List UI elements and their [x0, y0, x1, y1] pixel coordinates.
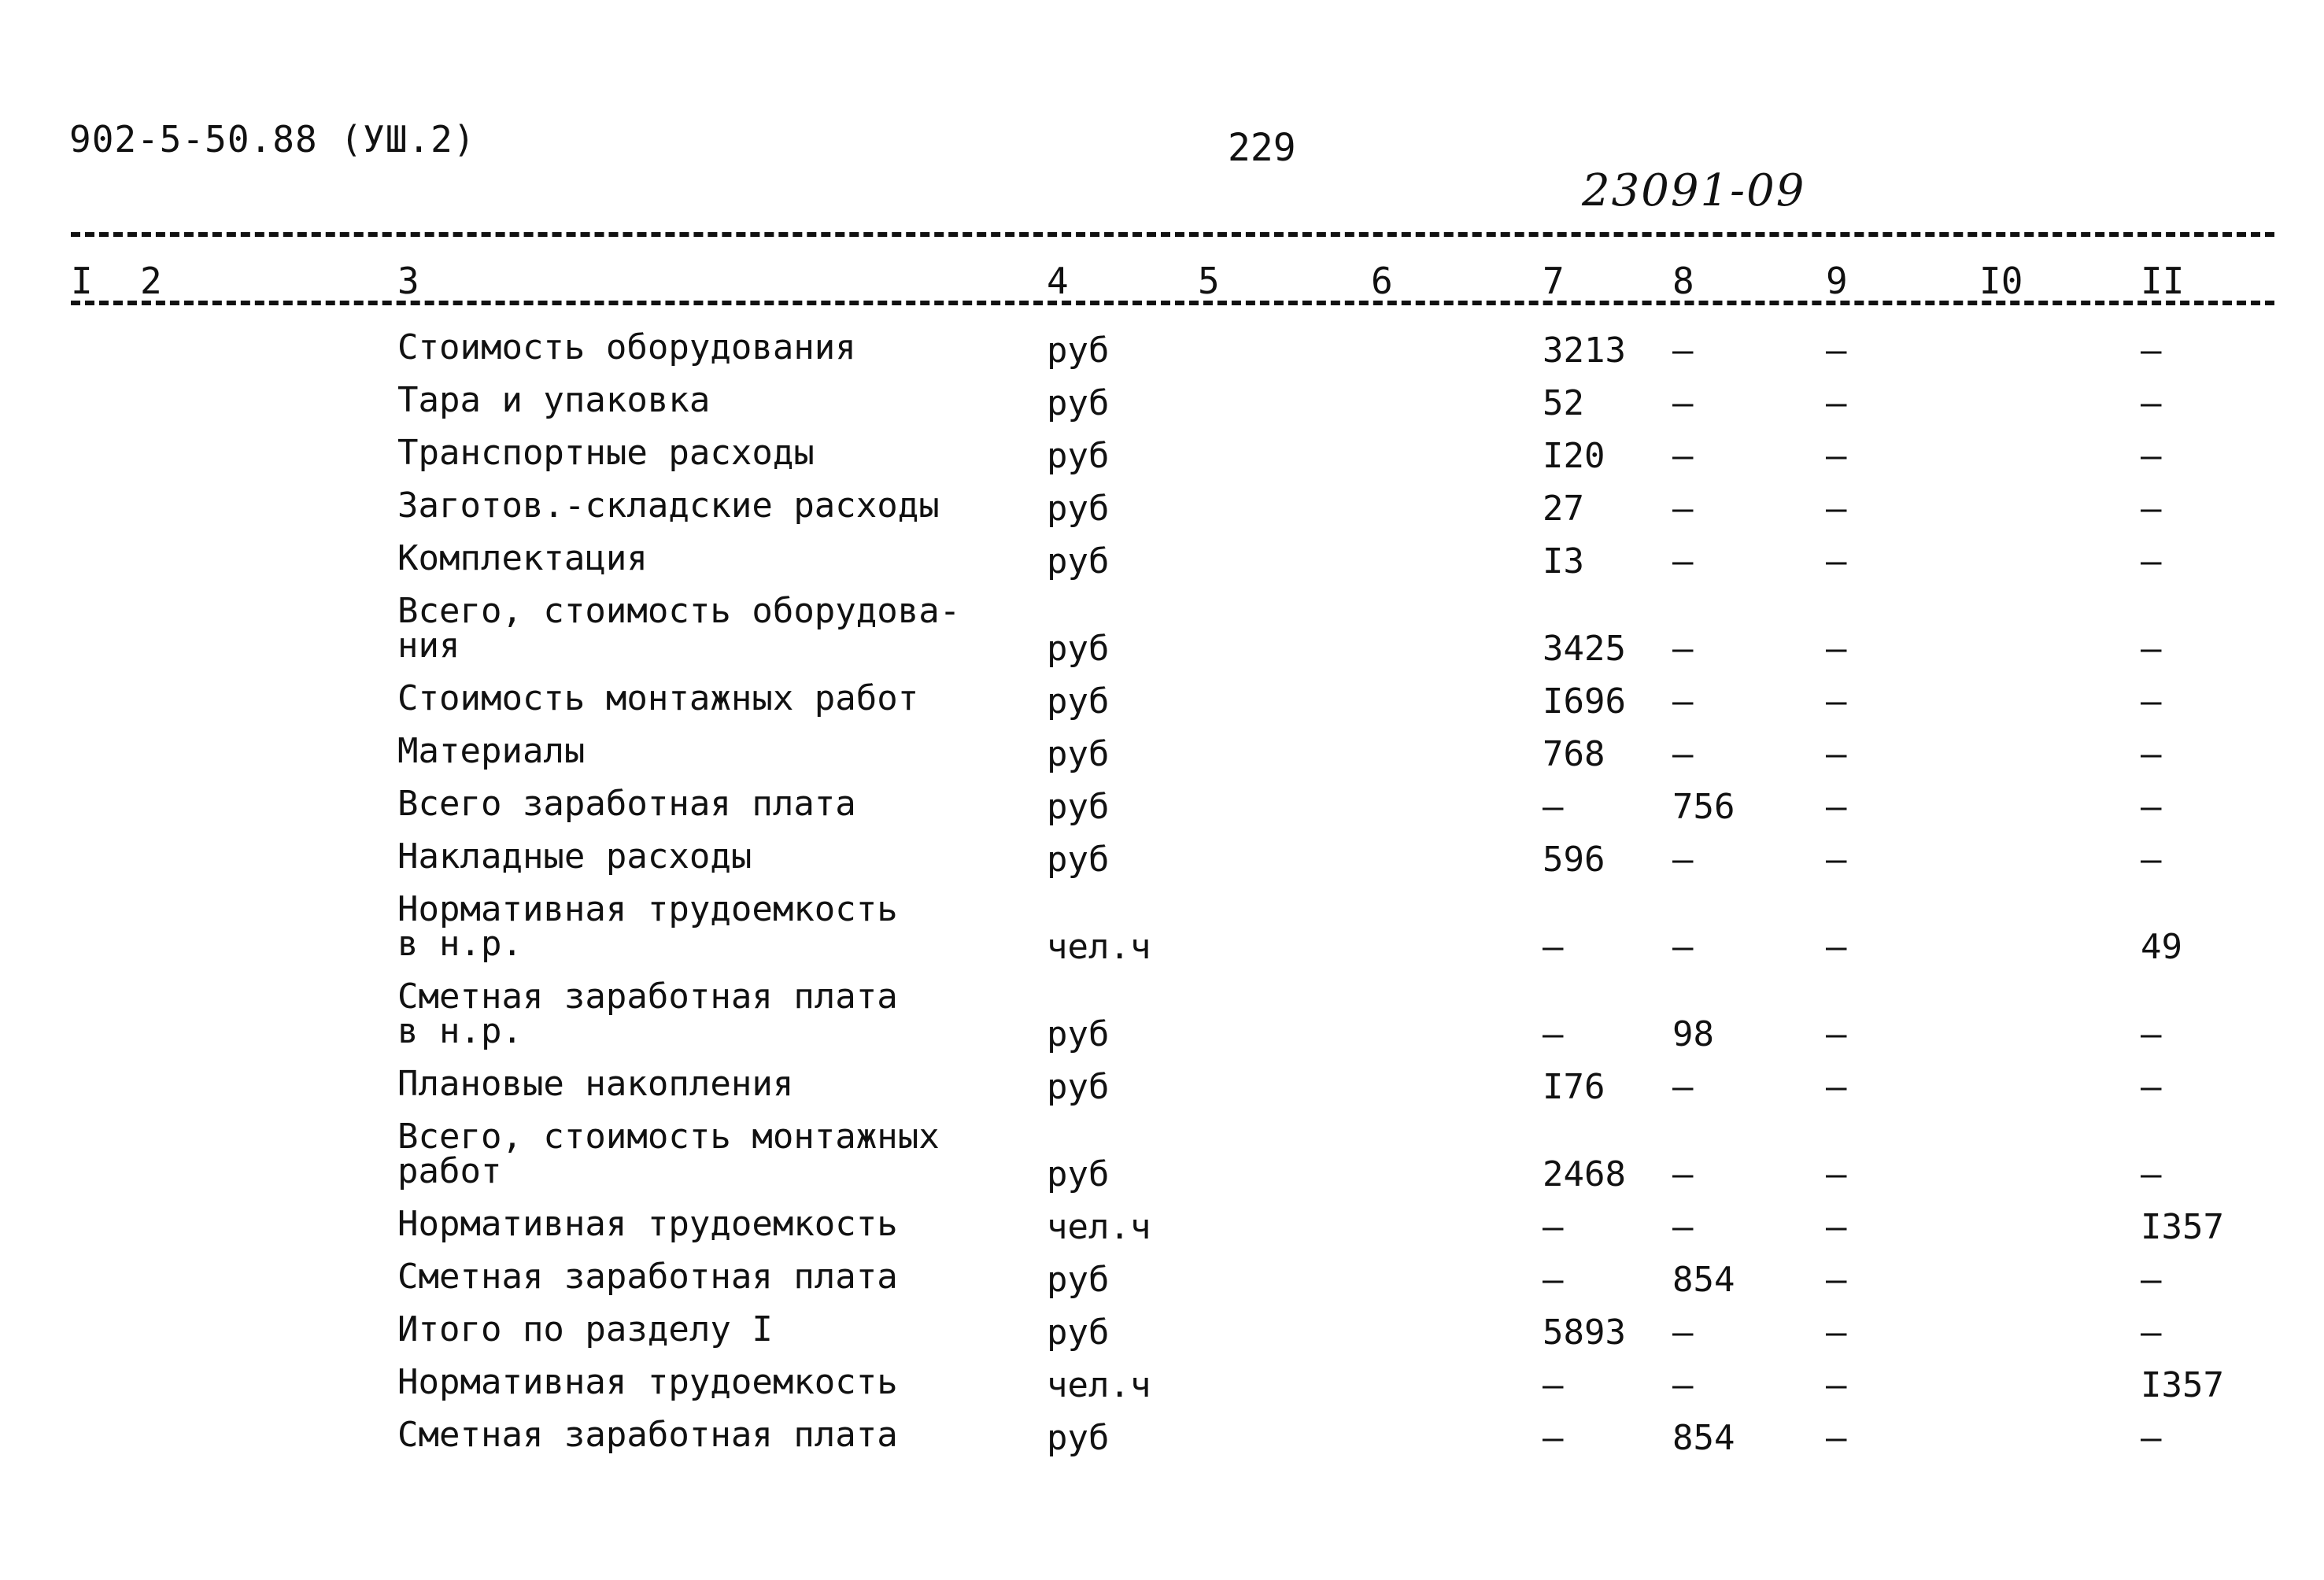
row-name	[397, 1309, 773, 1349]
row-name	[397, 836, 752, 877]
row-col7: –	[1543, 1207, 1564, 1247]
row-name	[397, 433, 815, 473]
row-col11: –	[2141, 1067, 2162, 1107]
row-col7: –	[1543, 787, 1564, 827]
row-unit: руб	[1047, 1418, 1110, 1458]
row-col7: 768	[1543, 734, 1605, 774]
row-col7: 2468	[1543, 1154, 1626, 1194]
row-col9: –	[1826, 787, 1847, 827]
row-col11: –	[2141, 787, 2162, 827]
row-col9: –	[1826, 489, 1847, 529]
row-unit: руб	[1047, 436, 1110, 476]
row-unit: руб	[1047, 681, 1110, 722]
row-name	[397, 784, 856, 824]
row-col9: –	[1826, 1207, 1847, 1247]
row-col7: I76	[1543, 1067, 1605, 1107]
row-col11: –	[2141, 1312, 2162, 1353]
row-col9: –	[1826, 383, 1847, 423]
row-unit: чел.ч	[1047, 1207, 1151, 1247]
row-unit: руб	[1047, 734, 1110, 774]
row-col7: I696	[1543, 681, 1626, 722]
row-name-line: ния	[397, 626, 460, 666]
row-col9: –	[1826, 1260, 1847, 1300]
row-unit: руб	[1047, 1067, 1110, 1107]
row-col7: –	[1543, 1418, 1564, 1458]
header-divider	[71, 301, 2274, 305]
row-col9: –	[1826, 1365, 1847, 1405]
row-name	[397, 889, 898, 964]
row-col11: –	[2141, 1418, 2162, 1458]
row-col9: –	[1826, 927, 1847, 967]
row-name-line: Стоимость оборудования	[397, 327, 856, 367]
row-name	[397, 380, 711, 420]
row-unit: руб	[1047, 1154, 1110, 1194]
row-name	[397, 485, 940, 526]
row-name-line: Всего заработная плата	[397, 784, 856, 824]
row-name	[397, 1064, 794, 1104]
row-col8: –	[1672, 1154, 1694, 1194]
row-col9: –	[1826, 1312, 1847, 1353]
row-col8: –	[1672, 1207, 1694, 1247]
row-unit: руб	[1047, 383, 1110, 423]
row-name-line: Комплектация	[397, 538, 648, 578]
row-col11: –	[2141, 383, 2162, 423]
col-header-2: 2	[140, 260, 162, 302]
row-col8: –	[1672, 840, 1694, 880]
row-col7: –	[1543, 1260, 1564, 1300]
row-col7: 5893	[1543, 1312, 1626, 1353]
row-name-line: Нормативная трудоемкость	[397, 1204, 898, 1244]
row-col11: –	[2141, 436, 2162, 476]
row-col8: –	[1672, 629, 1694, 669]
col-header-11: II	[2141, 260, 2185, 302]
row-unit: руб	[1047, 541, 1110, 581]
row-name-line: Итого по разделу I	[397, 1309, 773, 1349]
row-col7: 27	[1543, 489, 1584, 529]
row-name-line: Нормативная трудоемкость	[397, 889, 898, 929]
row-col8: –	[1672, 330, 1694, 371]
row-col8: –	[1672, 436, 1694, 476]
row-unit: руб	[1047, 629, 1110, 669]
row-name-line: Транспортные расходы	[397, 433, 815, 473]
row-col11: –	[2141, 734, 2162, 774]
row-col11: I357	[2141, 1365, 2224, 1405]
row-col11: –	[2141, 541, 2162, 581]
row-name-line: Сметная заработная плата	[397, 1257, 898, 1297]
row-col11: –	[2141, 840, 2162, 880]
row-name	[397, 591, 961, 666]
row-name	[397, 1117, 940, 1191]
row-col7: 52	[1543, 383, 1584, 423]
row-col11: –	[2141, 1154, 2162, 1194]
row-name	[397, 1415, 898, 1455]
row-col11: –	[2141, 330, 2162, 371]
row-unit: руб	[1047, 330, 1110, 371]
col-header-7: 7	[1543, 260, 1565, 302]
row-name-line: Нормативная трудоемкость	[397, 1362, 898, 1402]
row-name-line: в н.р.	[397, 1011, 523, 1051]
handwritten-stamp: 23091-09	[1582, 165, 1806, 216]
row-unit: руб	[1047, 787, 1110, 827]
row-name-line: Сметная заработная плата	[397, 976, 898, 1017]
row-col9: –	[1826, 436, 1847, 476]
row-name-line: Плановые накопления	[397, 1064, 794, 1104]
row-col9: –	[1826, 330, 1847, 371]
row-name-line: Сметная заработная плата	[397, 1415, 898, 1455]
row-col8: 98	[1672, 1014, 1714, 1054]
row-col7: –	[1543, 1014, 1564, 1054]
row-unit: руб	[1047, 1312, 1110, 1353]
row-unit: руб	[1047, 1260, 1110, 1300]
row-name	[397, 327, 856, 367]
col-header-3: 3	[397, 260, 419, 302]
col-header-6: 6	[1371, 260, 1393, 302]
row-col8: 854	[1672, 1418, 1735, 1458]
row-name-line: работ	[397, 1151, 502, 1191]
row-col7: –	[1543, 1365, 1564, 1405]
row-col7: –	[1543, 927, 1564, 967]
col-header-8: 8	[1672, 260, 1694, 302]
row-name	[397, 1362, 898, 1402]
row-name	[397, 1257, 898, 1297]
row-col9: –	[1826, 1067, 1847, 1107]
row-col8: –	[1672, 489, 1694, 529]
document-code: 902-5-50.88 (УШ.2)	[69, 118, 476, 161]
row-col8: 756	[1672, 787, 1735, 827]
row-unit: руб	[1047, 1014, 1110, 1054]
row-name-line: Всего, стоимость монтажных	[397, 1117, 940, 1157]
row-col9: –	[1826, 1418, 1847, 1458]
row-unit: чел.ч	[1047, 927, 1151, 967]
row-name	[397, 1204, 898, 1244]
row-name	[397, 731, 586, 771]
row-col8: –	[1672, 541, 1694, 581]
row-name-line: в н.р.	[397, 924, 523, 964]
row-col9: –	[1826, 629, 1847, 669]
col-header-9: 9	[1826, 260, 1848, 302]
row-unit: руб	[1047, 489, 1110, 529]
col-header-5: 5	[1198, 260, 1220, 302]
row-col8: 854	[1672, 1260, 1735, 1300]
top-divider	[71, 232, 2274, 237]
row-name-line: Тара и упаковка	[397, 380, 711, 420]
row-col7: 3213	[1543, 330, 1626, 371]
row-col7: 596	[1543, 840, 1605, 880]
row-col9: –	[1826, 1154, 1847, 1194]
row-col7: I20	[1543, 436, 1605, 476]
row-col9: –	[1826, 734, 1847, 774]
row-col11: –	[2141, 489, 2162, 529]
row-col11: –	[2141, 629, 2162, 669]
page-number: 229	[1228, 126, 1296, 170]
row-unit: чел.ч	[1047, 1365, 1151, 1405]
col-header-1: I	[71, 260, 93, 302]
row-unit: руб	[1047, 840, 1110, 880]
row-col9: –	[1826, 681, 1847, 722]
row-col8: –	[1672, 1312, 1694, 1353]
row-col11: –	[2141, 1014, 2162, 1054]
row-name	[397, 538, 648, 578]
row-col11: I357	[2141, 1207, 2224, 1247]
col-header-10: I0	[1979, 260, 2023, 302]
row-col7: 3425	[1543, 629, 1626, 669]
row-name	[397, 976, 898, 1051]
row-name-line: Всего, стоимость оборудова-	[397, 591, 961, 631]
row-name-line: Заготов.-складские расходы	[397, 485, 940, 526]
row-col8: –	[1672, 1067, 1694, 1107]
row-name-line: Стоимость монтажных работ	[397, 678, 919, 718]
row-col11: 49	[2141, 927, 2182, 967]
row-col8: –	[1672, 927, 1694, 967]
row-col9: –	[1826, 840, 1847, 880]
col-header-4: 4	[1047, 260, 1069, 302]
row-col11: –	[2141, 1260, 2162, 1300]
row-col8: –	[1672, 383, 1694, 423]
row-col7: I3	[1543, 541, 1584, 581]
row-name-line: Материалы	[397, 731, 586, 771]
row-col9: –	[1826, 541, 1847, 581]
row-col9: –	[1826, 1014, 1847, 1054]
row-name-line: Накладные расходы	[397, 836, 752, 877]
row-col11: –	[2141, 681, 2162, 722]
row-col8: –	[1672, 734, 1694, 774]
row-col8: –	[1672, 681, 1694, 722]
row-col8: –	[1672, 1365, 1694, 1405]
row-name	[397, 678, 919, 718]
